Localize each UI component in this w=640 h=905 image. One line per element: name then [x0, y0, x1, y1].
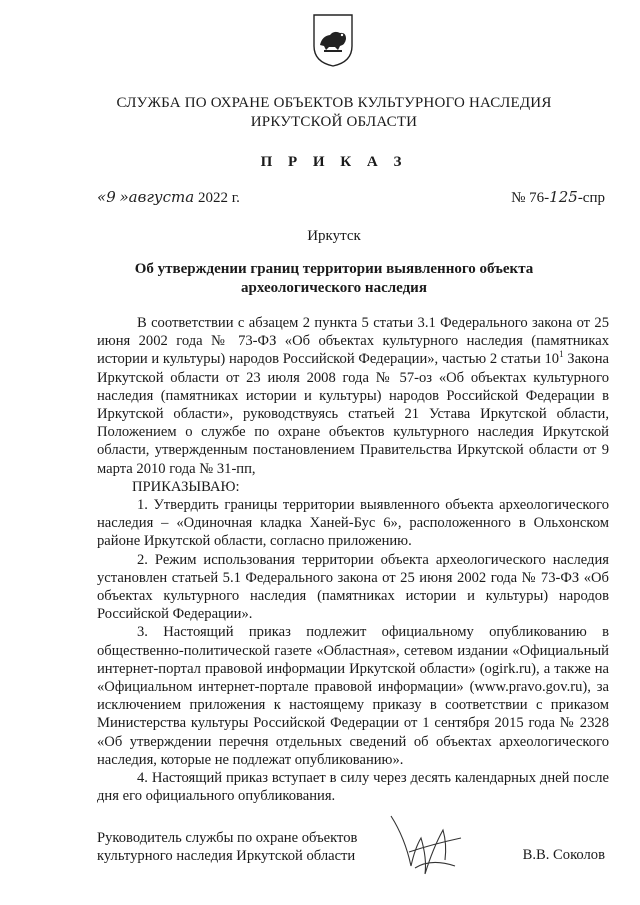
- subject-line-2: археологического наследия: [241, 280, 427, 296]
- date-month: августа: [128, 188, 195, 206]
- handwritten-signature: [385, 808, 465, 880]
- order-date: [97, 188, 240, 207]
- order-subject: [100, 260, 568, 298]
- date-mid-quote: »: [119, 188, 129, 206]
- preamble-text-a: В соответствии с абзацем 2 пункта 5 статьи 3.1 Федерального закона от 25 июня 2002 года № 73-ФЗ «Об объектах культурного наследия (памятниках истории и культуры) народов Российской Федерации», частью 2 статьи 10: [97, 315, 609, 368]
- preamble-paragraph: [97, 314, 609, 478]
- subject-line-1: Об утверждении границ территории выявленного объекта: [134, 261, 534, 277]
- signatory-position: [97, 829, 357, 865]
- order-number-handwritten: 125: [549, 188, 578, 206]
- org-name-line-2: ИРКУТСКОЙ ОБЛАСТИ: [250, 114, 418, 130]
- position-line-1: Руководитель службы по охране объектов: [97, 830, 358, 846]
- order-number-prefix: № 76-: [511, 190, 550, 206]
- org-name-line-1: СЛУЖБА ПО ОХРАНЕ ОБЪЕКТОВ КУЛЬТУРНОГО НАСЛЕДИЯ: [116, 95, 552, 111]
- preamble-superscript: 1: [559, 349, 564, 360]
- position-line-2: культурного наследия Иркутской области: [97, 848, 356, 865]
- document-type-title: П Р И К А З: [260, 154, 408, 170]
- date-year: 2022 г.: [197, 190, 240, 206]
- city: Иркутск: [307, 228, 361, 244]
- date-open-quote: «: [97, 188, 107, 206]
- order-word: ПРИКАЗЫВАЮ:: [132, 478, 240, 495]
- order-number: [511, 188, 605, 207]
- order-number-suffix: -спр: [577, 190, 605, 206]
- item-2: 2. Режим использования территории объекта археологического наследия установлен статьей 5.1 Федерального закона от 25 июня 2002 года № 73-ФЗ «Об объектах культурного наследия (памятниках истории и культуры) народов Российской Федерации».: [97, 551, 609, 623]
- date-day: 9: [106, 188, 116, 206]
- irkutsk-coat-of-arms-icon: [311, 12, 355, 68]
- item-1: 1. Утвердить границы территории выявленного объекта археологического наследия – «Одиночная кладка Ханей-Бус 6», расположенного в Ольхонском районе Иркутской области, согласно приложению.: [97, 497, 609, 550]
- item-3: 3. Настоящий приказ подлежит официальному опубликованию в общественно-политической газете «Областная», сетевом издании «Официальный интернет-портал правовой информации Иркутской области» (ogirk.ru), а также на «Официальном интернет-портале правовой информации» (www.pravo.gov.ru), за исключением приложения к настоящему приказу в соответствии с приказом Министерства культуры Российской Федерации от 1 сентября 2015 года № 2328 «Об утверждении перечня отдельных сведений об объектах археологического наследия, которые не подлежат опубликованию».: [97, 624, 609, 768]
- preamble-text-b: Закона Иркутской области от 23 июля 2008 года № 57-оз «Об объектах культурного наследия (памятниках истории и культуры) народов Российской Федерации в Иркутской области», руководствуясь статьей 21 Устава Иркутской области, Положением о службе по охране объектов культурного наследия Иркутской области, утвержденным постановлением Правительства Иркутской области от 9 марта 2010 года № 31-пп,: [97, 351, 609, 477]
- signatory-name: В.В. Соколов: [522, 847, 605, 863]
- item-4: 4. Настоящий приказ вступает в силу через десять календарных дней после дня его официального опубликования.: [97, 770, 609, 805]
- order-body: [97, 314, 609, 805]
